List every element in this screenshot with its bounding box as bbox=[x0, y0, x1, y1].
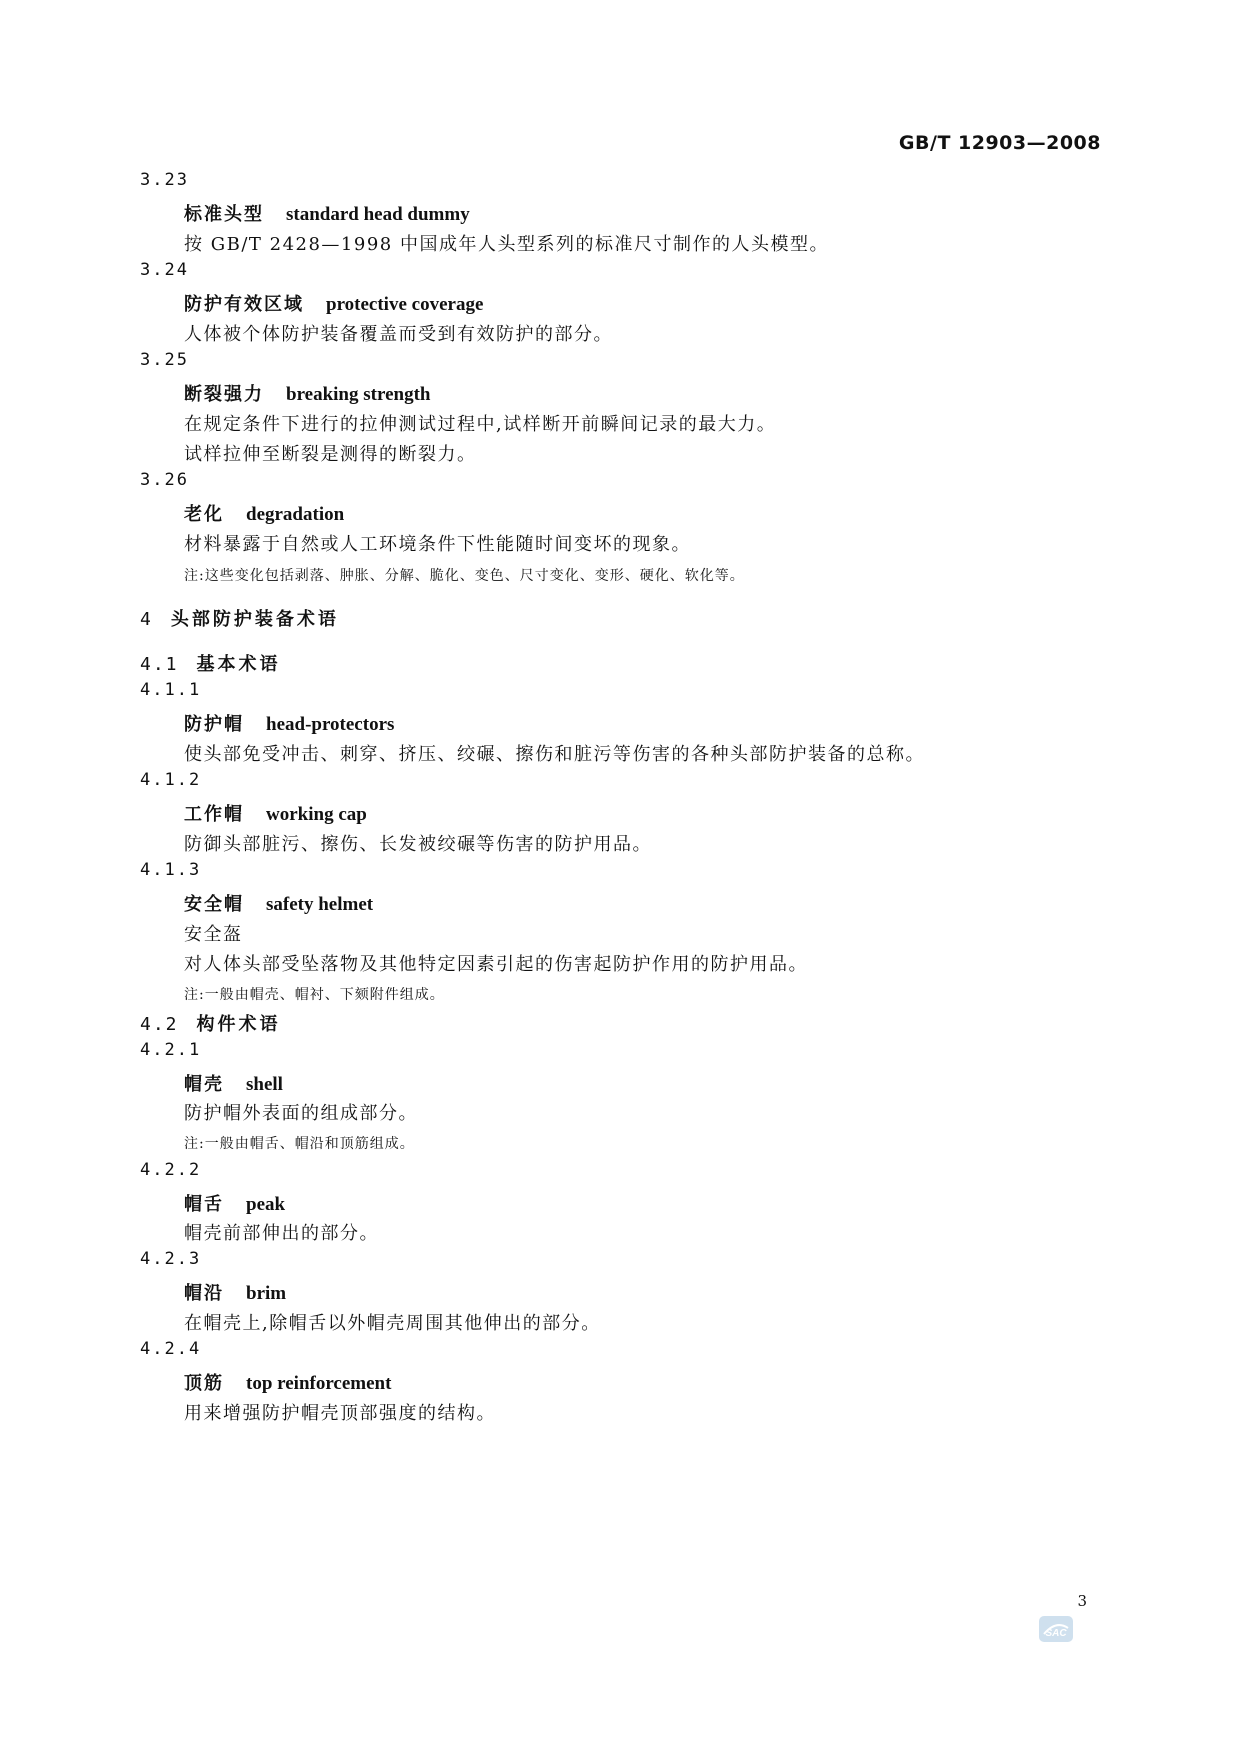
section-heading bbox=[140, 605, 339, 631]
term-english: brim bbox=[246, 1283, 287, 1304]
term-english: peak bbox=[246, 1194, 286, 1215]
term-chinese: 帽沿 bbox=[184, 1283, 224, 1304]
term-heading bbox=[184, 1369, 391, 1395]
term-definition: 防护帽外表面的组成部分。 bbox=[184, 1103, 418, 1124]
term-note: 注:一般由帽壳、帽衬、下颏附件组成。 bbox=[184, 987, 445, 1003]
term-english: working cap bbox=[266, 804, 367, 825]
term-chinese: 顶筋 bbox=[184, 1373, 224, 1394]
term-definition: 材料暴露于自然或人工环境条件下性能随时间变坏的现象。 bbox=[184, 534, 691, 555]
clause-number: 4.1.3 bbox=[140, 860, 202, 880]
term-english: degradation bbox=[246, 504, 345, 525]
term-english: protective coverage bbox=[326, 294, 484, 315]
term-chinese: 工作帽 bbox=[184, 804, 244, 825]
term-note: 注:这些变化包括剥落、肿胀、分解、脆化、变色、尺寸变化、变形、硬化、软化等。 bbox=[184, 568, 745, 584]
term-heading bbox=[184, 1070, 283, 1096]
term-synonym: 安全盔 bbox=[184, 924, 243, 945]
term-chinese: 帽壳 bbox=[184, 1074, 224, 1095]
clause-number: 4.1.2 bbox=[140, 770, 202, 790]
clause-number: 3.23 bbox=[140, 170, 189, 190]
sac-logo-text: SAC bbox=[1045, 1628, 1067, 1639]
subsection-title: 构件术语 bbox=[196, 1014, 281, 1035]
term-chinese: 标准头型 bbox=[184, 204, 264, 225]
term-chinese: 帽舌 bbox=[184, 1194, 224, 1215]
term-chinese: 老化 bbox=[184, 504, 224, 525]
term-heading bbox=[184, 1190, 285, 1216]
clause-number: 4.2.2 bbox=[140, 1160, 202, 1180]
clause-number: 3.25 bbox=[140, 350, 189, 370]
term-heading bbox=[184, 1279, 286, 1305]
term-heading bbox=[184, 710, 394, 736]
term-heading bbox=[184, 200, 470, 226]
term-heading bbox=[184, 500, 344, 526]
term-definition: 试样拉伸至断裂是测得的断裂力。 bbox=[184, 444, 477, 465]
term-definition: 使头部免受冲击、刺穿、挤压、绞碾、擦伤和脏污等伤害的各种头部防护装备的总称。 bbox=[184, 744, 925, 765]
clause-number: 4.1.1 bbox=[140, 680, 202, 700]
term-english: standard head dummy bbox=[286, 204, 470, 225]
section-number: 4 bbox=[140, 609, 153, 630]
term-chinese: 防护帽 bbox=[184, 714, 244, 735]
term-heading bbox=[184, 380, 430, 406]
term-english: shell bbox=[246, 1074, 283, 1095]
clause-number: 4.2.1 bbox=[140, 1040, 202, 1060]
term-note: 注:一般由帽舌、帽沿和顶筋组成。 bbox=[184, 1136, 415, 1152]
clause-number: 3.26 bbox=[140, 470, 189, 490]
term-chinese: 安全帽 bbox=[184, 894, 244, 915]
subsection-number: 4.1 bbox=[140, 654, 179, 675]
standard-number: GB/T 12903—2008 bbox=[898, 132, 1101, 154]
term-definition: 在规定条件下进行的拉伸测试过程中,试样断开前瞬间记录的最大力。 bbox=[184, 414, 777, 435]
term-heading bbox=[184, 290, 483, 316]
clause-number: 4.2.3 bbox=[140, 1249, 202, 1269]
term-chinese: 防护有效区域 bbox=[184, 294, 304, 315]
subsection-heading bbox=[140, 1010, 281, 1036]
term-definition: 用来增强防护帽壳顶部强度的结构。 bbox=[184, 1403, 496, 1424]
section-title: 头部防护装备术语 bbox=[170, 609, 339, 630]
term-definition: 对人体头部受坠落物及其他特定因素引起的伤害起防护作用的防护用品。 bbox=[184, 954, 808, 975]
term-chinese: 断裂强力 bbox=[184, 384, 264, 405]
term-heading bbox=[184, 800, 367, 826]
term-definition: 按 GB/T 2428—1998 中国成年人头型系列的标准尺寸制作的人头模型。 bbox=[184, 234, 829, 255]
term-english: top reinforcement bbox=[246, 1373, 392, 1394]
term-definition: 帽壳前部伸出的部分。 bbox=[184, 1223, 379, 1244]
term-english: safety helmet bbox=[266, 894, 374, 915]
sac-logo-icon bbox=[1038, 1614, 1074, 1644]
page-number: 3 bbox=[1077, 1592, 1087, 1610]
subsection-number: 4.2 bbox=[140, 1014, 179, 1035]
term-definition: 人体被个体防护装备覆盖而受到有效防护的部分。 bbox=[184, 324, 613, 345]
clause-number: 4.2.4 bbox=[140, 1339, 202, 1359]
term-definition: 在帽壳上,除帽舌以外帽壳周围其他伸出的部分。 bbox=[184, 1313, 601, 1334]
clause-number: 3.24 bbox=[140, 260, 189, 280]
subsection-title: 基本术语 bbox=[196, 654, 281, 675]
term-definition: 防御头部脏污、擦伤、长发被绞碾等伤害的防护用品。 bbox=[184, 834, 652, 855]
term-english: breaking strength bbox=[286, 384, 431, 405]
subsection-heading bbox=[140, 650, 281, 676]
term-heading bbox=[184, 890, 373, 916]
term-english: head-protectors bbox=[266, 714, 395, 735]
